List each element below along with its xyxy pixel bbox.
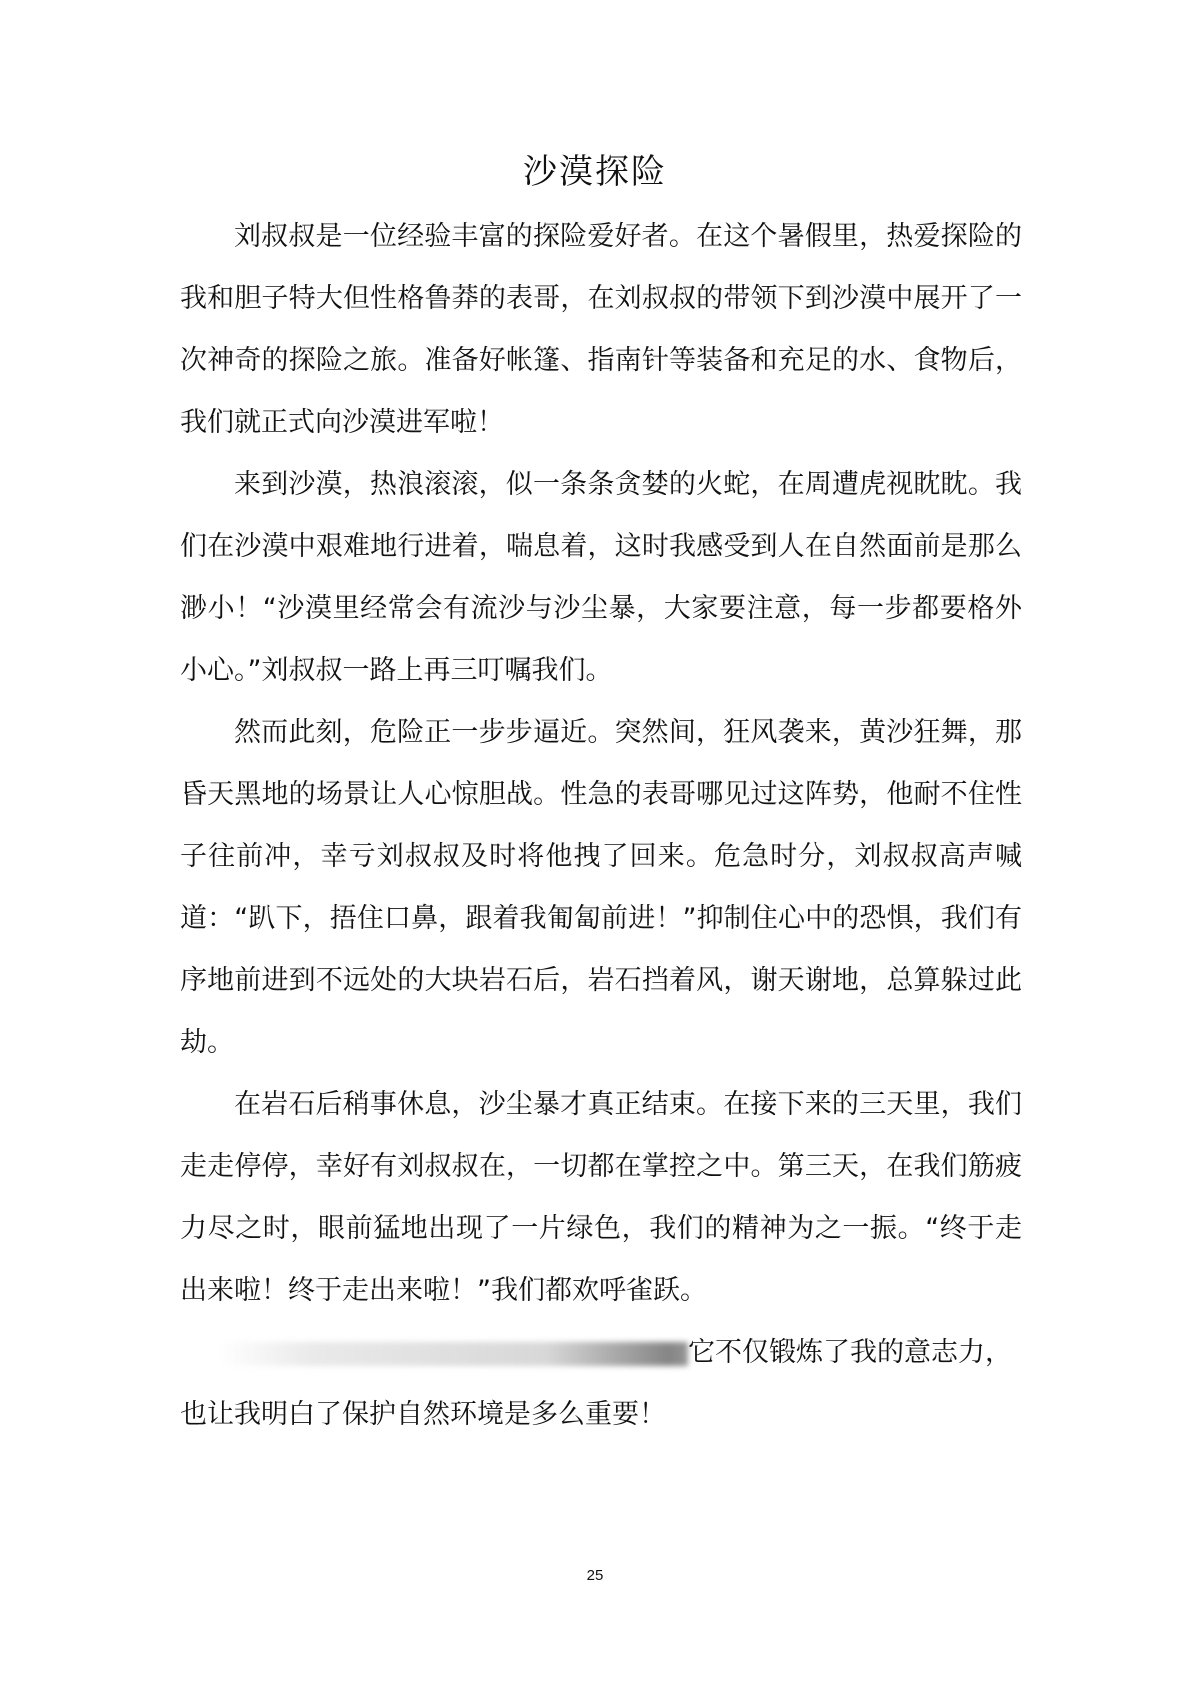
paragraph-1: 刘叔叔是一位经验丰富的探险爱好者。在这个暑假里，热爱探险的我和胆子特大但性格鲁莽的表哥，在刘叔叔的带领下到沙漠中展开了一次神奇的探险之旅。准备好帐篷、指南针等装备和充足的水、食物后，我们就正式向沙漠进军啦！	[180, 221, 1022, 438]
paragraph-4: 在岩石后稍事休息，沙尘暴才真正结束。在接下来的三天里，我们走走停停，幸好有刘叔叔在，一切都在掌控之中。第三天，在我们筋疲力尽之时，眼前猛地出现了一片绿色，我们的精神为之一振。“终于走出来啦！终于走出来啦！”我们都欢呼雀跃。	[180, 1089, 1022, 1306]
paragraph-5	[180, 1322, 1022, 1384]
obscured-text-smudge	[218, 1342, 688, 1366]
page-title: 沙漠探险	[523, 152, 667, 192]
page-number: 25	[586, 1567, 604, 1584]
paragraph-5-visible-text: 它不仅锻炼了我的意志力，	[688, 1337, 1012, 1368]
paragraph-2: 来到沙漠，热浪滚滚，似一条条贪婪的火蛇，在周遭虎视眈眈。我们在沙漠中艰难地行进着，喘息着，这时我感受到人在自然面前是那么渺小！“沙漠里经常会有流沙与沙尘暴，大家要注意，每一步都要格外小心。”刘叔叔一路上再三叮嘱我们。	[180, 469, 1022, 686]
paragraph-3: 然而此刻，危险正一步步逼近。突然间，狂风袭来，黄沙狂舞，那昏天黑地的场景让人心惊胆战。性急的表哥哪见过这阵势，他耐不住性子往前冲，幸亏刘叔叔及时将他拽了回来。危急时分，刘叔叔高声喊道：“趴下，捂住口鼻，跟着我匍匐前进！”抑制住心中的恐惧，我们有序地前进到不远处的大块岩石后，岩石挡着风，谢天谢地，总算躲过此劫。	[180, 717, 1022, 1058]
essay-body	[180, 206, 1022, 1446]
paragraph-5-line-2: 也让我明白了保护自然环境是多么重要！	[180, 1399, 666, 1430]
